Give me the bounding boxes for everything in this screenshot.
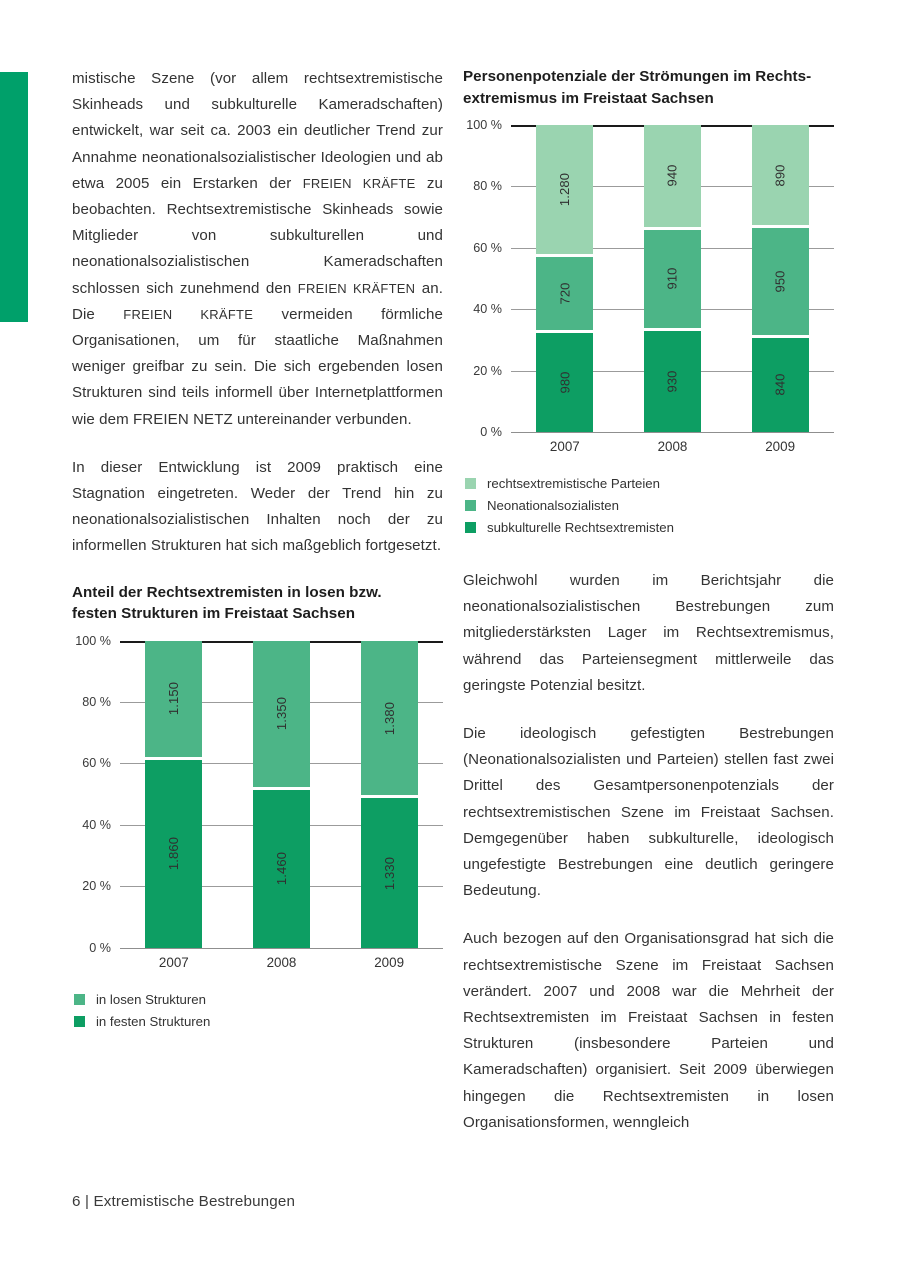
y-tick-label: 0 % bbox=[480, 425, 502, 439]
section-accent-tab bbox=[0, 72, 28, 322]
left-column bbox=[72, 66, 443, 1036]
x-tick-label: 2008 bbox=[266, 954, 297, 970]
y-tick-label: 40 % bbox=[82, 817, 111, 832]
chart-title bbox=[463, 66, 834, 109]
legend-label: rechtsextremistische Parteien bbox=[487, 476, 660, 491]
legend-item bbox=[465, 498, 834, 513]
bar-segment-feste bbox=[253, 790, 310, 948]
bar-2009 bbox=[752, 125, 809, 432]
body-paragraph: In dieser Entwicklung ist 2009 praktisch eine Stagnation eingetreten. Weder der Trend hin zu neonationalsozialistischen Inhalten noch der zu informellen Strukturen hat sich maßgeblich fortgesetzt. bbox=[72, 458, 443, 555]
bar-value-label: 930 bbox=[664, 370, 680, 393]
bar-value-label: 1.460 bbox=[273, 852, 289, 886]
legend-swatch-icon bbox=[465, 522, 476, 533]
bar-2008 bbox=[253, 641, 310, 948]
bar-value-label: 980 bbox=[557, 371, 573, 394]
page-footer: 6 | Extremistische Bestrebungen bbox=[72, 1193, 296, 1210]
bar-value-label: 840 bbox=[772, 373, 788, 396]
x-axis-labels bbox=[511, 439, 834, 454]
body-paragraph: Gleichwohl wurden im Berichtsjahr die neonationalsozialistischen Bestrebungen zum mitgliederstärksten Lager im Rechtsextremismus, während das Parteiensegment mittlerweile das geringste Potenzial besitzt. bbox=[463, 572, 834, 694]
chart-title-line1: Personenpotenziale der Strömungen im Rechts- bbox=[463, 68, 812, 85]
bar-value-label: 720 bbox=[557, 282, 573, 305]
gridline-0 bbox=[480, 425, 834, 439]
bar-value-label: 950 bbox=[772, 270, 788, 293]
bar-value-label: 1.330 bbox=[381, 856, 397, 890]
chart-title bbox=[72, 582, 443, 625]
legend-swatch-icon bbox=[74, 994, 85, 1005]
plot-inner bbox=[466, 118, 834, 439]
legend-swatch-icon bbox=[465, 500, 476, 511]
y-tick-label: 40 % bbox=[473, 302, 502, 317]
bar-segment-parteien bbox=[536, 125, 593, 254]
bar-value-label: 890 bbox=[772, 164, 788, 187]
plot-inner bbox=[75, 633, 443, 955]
spacer bbox=[463, 542, 834, 568]
right-column bbox=[463, 66, 834, 1136]
x-tick-label: 2009 bbox=[374, 954, 405, 970]
bar-segment-subkulturelle bbox=[752, 338, 809, 432]
y-tick-label: 20 % bbox=[82, 879, 111, 894]
bar-segment-parteien bbox=[644, 125, 701, 227]
bar-segment-neonationalsozialisten bbox=[536, 257, 593, 330]
bar-group bbox=[511, 125, 834, 432]
y-tick-label: 100 % bbox=[75, 633, 111, 648]
y-tick-label: 60 % bbox=[473, 240, 502, 255]
body-paragraph: mistische Szene (vor allem rechtsextremistische Skinheads und subkulturelle Kameradschaften) entwickelt, war seit ca. 2003 ein deutlicher Trend zur Annahme neonationalsozialistischer Ideologien und ab etwa 2005 ein Erstarken der FREIEN KRÄFTE zu beobachten. Rechtsextremistische Skinheads sowie Mitglieder von subkulturellen und neonationalsozialistischen Kameradschaften schlossen sich zunehmend den FREIEN KRÄFTEN an. Die FREIEN KRÄFTE vermeiden förmliche Organisationen, um für staatliche Maßnahmen weniger greifbar zu sein. Die sich ergebenden losen Strukturen sind teils informell über Internetplattformen wie dem FREIEN NETZ untereinander verbunden. bbox=[72, 70, 443, 428]
bar-segment-feste bbox=[361, 798, 418, 947]
bar-value-label: 910 bbox=[664, 267, 680, 290]
legend-label: in losen Strukturen bbox=[96, 991, 206, 1007]
chart-legend bbox=[74, 992, 443, 1029]
gridline-0 bbox=[89, 940, 443, 955]
x-tick-label: 2007 bbox=[549, 439, 580, 454]
chart-lose-feste-strukturen bbox=[72, 582, 443, 1029]
bar-2007 bbox=[536, 125, 593, 432]
x-axis-labels bbox=[120, 955, 443, 970]
legend-label: in festen Strukturen bbox=[96, 1013, 211, 1029]
y-tick-label: 60 % bbox=[82, 756, 111, 771]
bar-segment-lose bbox=[361, 641, 418, 796]
legend-label: Neonationalsozialisten bbox=[487, 498, 619, 513]
x-tick-label: 2009 bbox=[765, 439, 796, 454]
chart-legend bbox=[465, 476, 834, 535]
chart-title-line2: festen Strukturen im Freistaat Sachsen bbox=[72, 605, 356, 623]
x-tick-label: 2008 bbox=[657, 439, 688, 454]
legend-item bbox=[465, 520, 834, 535]
bar-segment-subkulturelle bbox=[536, 333, 593, 432]
bar-segment-lose bbox=[145, 641, 202, 757]
legend-swatch-icon bbox=[465, 478, 476, 489]
bar-segment-subkulturelle bbox=[644, 331, 701, 432]
chart-personenpotenziale bbox=[463, 66, 834, 535]
chart-title-line1: Anteil der Rechtsextremisten in losen bzw. bbox=[72, 583, 382, 601]
y-tick-label: 100 % bbox=[466, 118, 502, 132]
bar-segment-feste bbox=[145, 760, 202, 948]
chart-title-line2: extremismus im Freistaat Sachsen bbox=[463, 89, 714, 107]
legend-item bbox=[465, 476, 834, 491]
bar-segment-neonationalsozialisten bbox=[752, 228, 809, 335]
bar-segment-parteien bbox=[752, 125, 809, 225]
y-tick-label: 20 % bbox=[473, 363, 502, 378]
bar-value-label: 1.280 bbox=[557, 172, 573, 207]
bar-value-label: 1.860 bbox=[166, 837, 182, 871]
bar-value-label: 940 bbox=[664, 164, 680, 187]
y-tick-label: 0 % bbox=[89, 940, 111, 955]
bar-2009 bbox=[361, 641, 418, 948]
body-paragraph: Die ideologisch gefestigten Bestrebungen (Neonationalsozialisten und Parteien) stellen fast zwei Drittel des Gesamtpersonenpotenzials der rechtsextremistischen Szene im Freistaat Sachsen. Demgegenüber haben subkulturelle, ideologisch ungefestigte Bestrebungen eine deutlich geringere Bedeutung. bbox=[463, 725, 834, 900]
bar-segment-neonationalsozialisten bbox=[644, 230, 701, 328]
bar-2007 bbox=[145, 641, 202, 948]
legend-label: subkulturelle Rechtsextremisten bbox=[487, 520, 674, 535]
bar-group bbox=[120, 641, 443, 948]
bar-value-label: 1.150 bbox=[166, 682, 182, 716]
bar-segment-lose bbox=[253, 641, 310, 787]
legend-item bbox=[74, 992, 443, 1007]
x-tick-label: 2007 bbox=[158, 954, 189, 970]
plot-area bbox=[466, 118, 834, 454]
bar-value-label: 1.380 bbox=[381, 701, 397, 735]
bar-2008 bbox=[644, 125, 701, 432]
y-tick-label: 80 % bbox=[473, 179, 502, 194]
plot-area bbox=[75, 633, 443, 970]
legend-item bbox=[74, 1014, 443, 1029]
y-tick-label: 80 % bbox=[82, 695, 111, 710]
body-paragraph: Auch bezogen auf den Organisationsgrad hat sich die rechtsextremistische Szene im Freistaat Sachsen verändert. 2007 und 2008 war die Mehrheit der Rechtsextremisten im Freistaat Sachsen in festen Strukturen (insbesondere Parteien und Kameradschaften) organisiert. Seit 2009 überwiegen hingegen die Rechtsextremisten in losen Organisationsformen, wenngleich bbox=[463, 930, 834, 1131]
legend-swatch-icon bbox=[74, 1016, 85, 1027]
bar-value-label: 1.350 bbox=[273, 697, 289, 731]
